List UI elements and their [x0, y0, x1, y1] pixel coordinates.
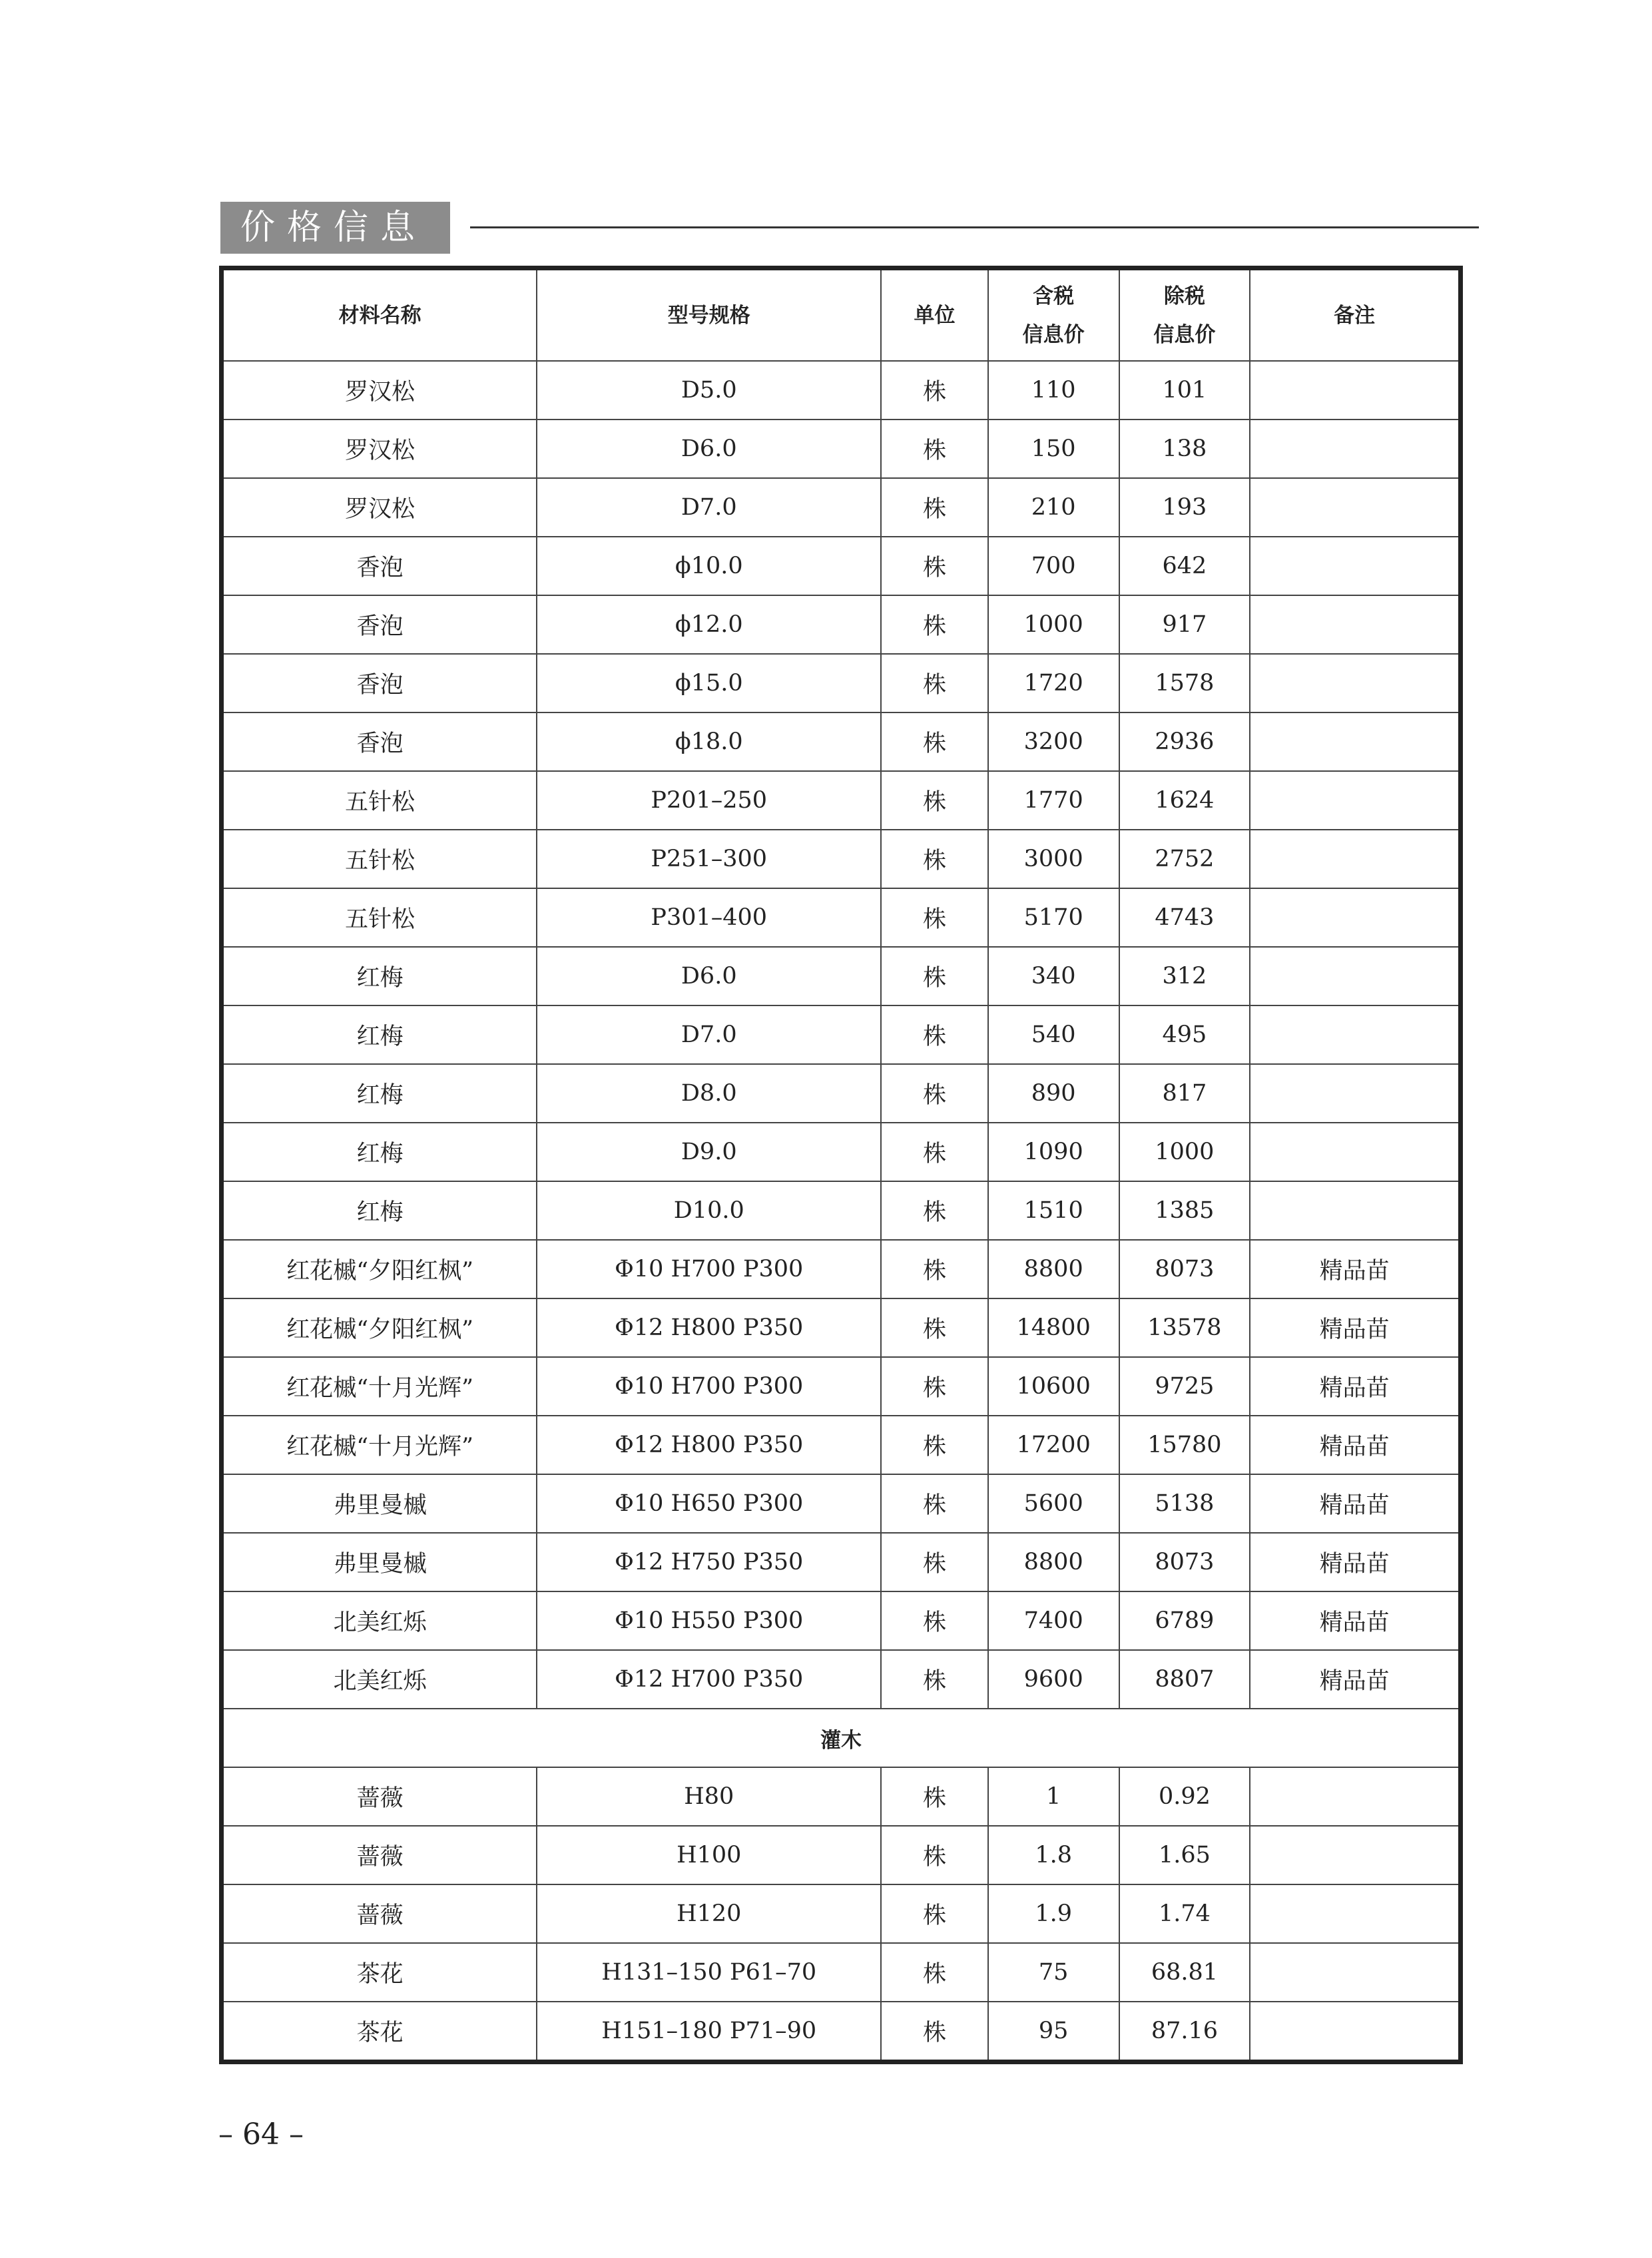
table-row: [222, 712, 1461, 771]
cell-spec: Φ12 H750 P350: [537, 1533, 881, 1591]
cell-note: [1250, 595, 1460, 654]
table-body-group2: [222, 1767, 1461, 2062]
cell-spec: Φ10 H700 P300: [537, 1240, 881, 1298]
cell-tax-included: 700: [988, 537, 1119, 595]
cell-note: 精品苗: [1250, 1650, 1460, 1709]
cell-tax-included: 7400: [988, 1591, 1119, 1650]
cell-name: 香泡: [222, 712, 537, 771]
cell-spec: D7.0: [537, 1005, 881, 1064]
cell-tax-included: 210: [988, 478, 1119, 537]
cell-note: 精品苗: [1250, 1533, 1460, 1591]
cell-note: 精品苗: [1250, 1357, 1460, 1416]
cell-name: 罗汉松: [222, 478, 537, 537]
header-spec: 型号规格: [537, 268, 881, 362]
cell-name: 弗里曼槭: [222, 1533, 537, 1591]
table-row: [222, 1767, 1461, 1826]
cell-name: 红花槭“十月光辉”: [222, 1416, 537, 1474]
cell-tax-included: 3000: [988, 830, 1119, 888]
cell-tax-excluded: 5138: [1119, 1474, 1250, 1533]
cell-note: 精品苗: [1250, 1591, 1460, 1650]
table-row: [222, 888, 1461, 947]
cell-spec: ϕ12.0: [537, 595, 881, 654]
cell-tax-included: 1.8: [988, 1826, 1119, 1884]
table-body-group1: [222, 361, 1461, 1709]
cell-note: [1250, 478, 1460, 537]
cell-tax-included: 1770: [988, 771, 1119, 830]
cell-name: 茶花: [222, 2002, 537, 2062]
cell-tax-included: 3200: [988, 712, 1119, 771]
cell-tax-included: 1090: [988, 1123, 1119, 1181]
cell-tax-excluded: 101: [1119, 361, 1250, 420]
cell-tax-included: 110: [988, 361, 1119, 420]
cell-tax-excluded: 2752: [1119, 830, 1250, 888]
cell-name: 罗汉松: [222, 361, 537, 420]
cell-spec: ϕ18.0: [537, 712, 881, 771]
cell-tax-included: 95: [988, 2002, 1119, 2062]
cell-unit: 株: [881, 830, 988, 888]
cell-spec: D10.0: [537, 1181, 881, 1240]
cell-name: 香泡: [222, 654, 537, 712]
cell-tax-included: 1720: [988, 654, 1119, 712]
header-note: 备注: [1250, 268, 1460, 362]
cell-tax-included: 1.9: [988, 1884, 1119, 1943]
cell-spec: D7.0: [537, 478, 881, 537]
cell-note: 精品苗: [1250, 1298, 1460, 1357]
cell-unit: 株: [881, 1943, 988, 2002]
table-row: [222, 947, 1461, 1005]
section-header: [220, 202, 1479, 254]
cell-name: 五针松: [222, 830, 537, 888]
cell-note: [1250, 1884, 1460, 1943]
cell-tax-excluded: 1624: [1119, 771, 1250, 830]
table-row: [222, 1943, 1461, 2002]
cell-note: [1250, 1005, 1460, 1064]
price-table: [219, 266, 1463, 2064]
cell-name: 北美红烁: [222, 1650, 537, 1709]
cell-note: [1250, 830, 1460, 888]
cell-note: [1250, 1064, 1460, 1123]
cell-tax-included: 5600: [988, 1474, 1119, 1533]
cell-spec: Φ12 H800 P350: [537, 1416, 881, 1474]
cell-tax-excluded: 0.92: [1119, 1767, 1250, 1826]
cell-name: 红梅: [222, 1005, 537, 1064]
cell-note: 精品苗: [1250, 1416, 1460, 1474]
cell-spec: H80: [537, 1767, 881, 1826]
cell-tax-excluded: 9725: [1119, 1357, 1250, 1416]
header-tax-excluded-line1: 除税: [1163, 284, 1205, 308]
cell-name: 红花槭“十月光辉”: [222, 1357, 537, 1416]
table-row: [222, 771, 1461, 830]
table-row: [222, 654, 1461, 712]
cell-tax-included: 8800: [988, 1240, 1119, 1298]
table-row: [222, 1240, 1461, 1298]
cell-spec: ϕ10.0: [537, 537, 881, 595]
cell-spec: P201–250: [537, 771, 881, 830]
cell-name: 红梅: [222, 1181, 537, 1240]
table-row: [222, 1474, 1461, 1533]
cell-note: [1250, 712, 1460, 771]
cell-name: 北美红烁: [222, 1591, 537, 1650]
cell-unit: 株: [881, 1884, 988, 1943]
header-tax-excluded-price: [1119, 268, 1250, 362]
cell-name: 弗里曼槭: [222, 1474, 537, 1533]
cell-name: 五针松: [222, 771, 537, 830]
table-row: [222, 361, 1461, 420]
cell-note: [1250, 947, 1460, 1005]
cell-tax-excluded: 817: [1119, 1064, 1250, 1123]
cell-note: [1250, 1181, 1460, 1240]
cell-unit: 株: [881, 1123, 988, 1181]
cell-spec: H120: [537, 1884, 881, 1943]
cell-tax-excluded: 495: [1119, 1005, 1250, 1064]
cell-unit: 株: [881, 537, 988, 595]
cell-tax-excluded: 6789: [1119, 1591, 1250, 1650]
cell-tax-included: 540: [988, 1005, 1119, 1064]
cell-tax-excluded: 1385: [1119, 1181, 1250, 1240]
cell-name: 五针松: [222, 888, 537, 947]
table-row: [222, 1416, 1461, 1474]
cell-tax-included: 17200: [988, 1416, 1119, 1474]
cell-unit: 株: [881, 1064, 988, 1123]
cell-tax-included: 14800: [988, 1298, 1119, 1357]
header-material-name: 材料名称: [222, 268, 537, 362]
cell-tax-included: 1510: [988, 1181, 1119, 1240]
table-row: [222, 1005, 1461, 1064]
cell-spec: Φ12 H800 P350: [537, 1298, 881, 1357]
cell-tax-included: 1000: [988, 595, 1119, 654]
table-row: [222, 1591, 1461, 1650]
cell-note: [1250, 420, 1460, 478]
category-label: 灌木: [222, 1709, 1461, 1767]
cell-note: [1250, 537, 1460, 595]
table-row: [222, 830, 1461, 888]
cell-note: [1250, 1826, 1460, 1884]
cell-tax-excluded: 68.81: [1119, 1943, 1250, 2002]
cell-unit: 株: [881, 1181, 988, 1240]
cell-tax-included: 10600: [988, 1357, 1119, 1416]
cell-tax-excluded: 1578: [1119, 654, 1250, 712]
cell-name: 茶花: [222, 1943, 537, 2002]
cell-tax-excluded: 1.65: [1119, 1826, 1250, 1884]
cell-note: [1250, 1943, 1460, 2002]
table-row: [222, 1298, 1461, 1357]
cell-spec: Φ12 H700 P350: [537, 1650, 881, 1709]
cell-unit: 株: [881, 947, 988, 1005]
cell-spec: D6.0: [537, 947, 881, 1005]
header-tax-excluded-line2: 信息价: [1153, 322, 1216, 347]
cell-unit: 株: [881, 1298, 988, 1357]
table-row: [222, 1064, 1461, 1123]
cell-note: [1250, 654, 1460, 712]
cell-spec: P251–300: [537, 830, 881, 888]
cell-spec: Φ10 H550 P300: [537, 1591, 881, 1650]
cell-spec: D9.0: [537, 1123, 881, 1181]
cell-tax-excluded: 138: [1119, 420, 1250, 478]
cell-tax-excluded: 8073: [1119, 1240, 1250, 1298]
header-tax-included-line1: 含税: [1033, 284, 1075, 308]
table-row: [222, 1357, 1461, 1416]
cell-tax-included: 890: [988, 1064, 1119, 1123]
cell-tax-included: 150: [988, 420, 1119, 478]
cell-name: 香泡: [222, 595, 537, 654]
table-row: [222, 420, 1461, 478]
cell-spec: H100: [537, 1826, 881, 1884]
table-header-row: [222, 268, 1461, 362]
cell-note: 精品苗: [1250, 1474, 1460, 1533]
cell-spec: P301–400: [537, 888, 881, 947]
page-number: – 64 –: [218, 2117, 304, 2151]
cell-unit: 株: [881, 1767, 988, 1826]
table-row: [222, 1533, 1461, 1591]
table-row: [222, 1826, 1461, 1884]
cell-tax-excluded: 87.16: [1119, 2002, 1250, 2062]
cell-name: 红花槭“夕阳红枫”: [222, 1298, 537, 1357]
cell-name: 罗汉松: [222, 420, 537, 478]
cell-tax-excluded: 4743: [1119, 888, 1250, 947]
cell-tax-included: 1: [988, 1767, 1119, 1826]
cell-tax-excluded: 13578: [1119, 1298, 1250, 1357]
cell-unit: 株: [881, 712, 988, 771]
cell-unit: 株: [881, 771, 988, 830]
cell-unit: 株: [881, 595, 988, 654]
cell-name: 香泡: [222, 537, 537, 595]
table-row: [222, 1884, 1461, 1943]
cell-tax-included: 8800: [988, 1533, 1119, 1591]
cell-note: [1250, 2002, 1460, 2062]
cell-note: [1250, 888, 1460, 947]
table-row: [222, 1123, 1461, 1181]
table-row: [222, 2002, 1461, 2062]
cell-spec: H131–150 P61–70: [537, 1943, 881, 2002]
header-divider: [470, 226, 1479, 228]
cell-tax-excluded: 8073: [1119, 1533, 1250, 1591]
cell-tax-excluded: 917: [1119, 595, 1250, 654]
cell-spec: H151–180 P71–90: [537, 2002, 881, 2062]
cell-unit: 株: [881, 1533, 988, 1591]
cell-note: 精品苗: [1250, 1240, 1460, 1298]
cell-spec: D6.0: [537, 420, 881, 478]
cell-tax-excluded: 15780: [1119, 1416, 1250, 1474]
cell-unit: 株: [881, 1416, 988, 1474]
header-tax-included-line2: 信息价: [1022, 322, 1085, 347]
cell-note: [1250, 771, 1460, 830]
cell-spec: D5.0: [537, 361, 881, 420]
cell-unit: 株: [881, 2002, 988, 2062]
cell-unit: 株: [881, 1591, 988, 1650]
section-title: 价格信息: [220, 202, 450, 254]
table-row: [222, 537, 1461, 595]
cell-unit: 株: [881, 361, 988, 420]
cell-note: [1250, 1123, 1460, 1181]
table-row: [222, 1181, 1461, 1240]
cell-name: 红梅: [222, 1064, 537, 1123]
cell-tax-excluded: 8807: [1119, 1650, 1250, 1709]
cell-name: 蔷薇: [222, 1826, 537, 1884]
cell-name: 红花槭“夕阳红枫”: [222, 1240, 537, 1298]
cell-tax-included: 5170: [988, 888, 1119, 947]
cell-note: [1250, 1767, 1460, 1826]
cell-note: [1250, 361, 1460, 420]
cell-unit: 株: [881, 1650, 988, 1709]
cell-unit: 株: [881, 1474, 988, 1533]
cell-unit: 株: [881, 654, 988, 712]
cell-name: 红梅: [222, 947, 537, 1005]
header-unit: 单位: [881, 268, 988, 362]
table-body-category: [222, 1709, 1461, 1767]
cell-name: 红梅: [222, 1123, 537, 1181]
cell-tax-excluded: 193: [1119, 478, 1250, 537]
table-row: [222, 1650, 1461, 1709]
table-row: [222, 595, 1461, 654]
cell-unit: 株: [881, 1826, 988, 1884]
header-tax-included-price: [988, 268, 1119, 362]
cell-unit: 株: [881, 1005, 988, 1064]
cell-tax-excluded: 1.74: [1119, 1884, 1250, 1943]
cell-tax-excluded: 642: [1119, 537, 1250, 595]
cell-spec: D8.0: [537, 1064, 881, 1123]
cell-name: 蔷薇: [222, 1884, 537, 1943]
cell-tax-excluded: 2936: [1119, 712, 1250, 771]
cell-name: 蔷薇: [222, 1767, 537, 1826]
cell-tax-included: 75: [988, 1943, 1119, 2002]
table-row: [222, 478, 1461, 537]
cell-spec: Φ10 H700 P300: [537, 1357, 881, 1416]
cell-spec: Φ10 H650 P300: [537, 1474, 881, 1533]
cell-unit: 株: [881, 1357, 988, 1416]
cell-unit: 株: [881, 1240, 988, 1298]
cell-unit: 株: [881, 888, 988, 947]
cell-tax-excluded: 1000: [1119, 1123, 1250, 1181]
cell-tax-included: 340: [988, 947, 1119, 1005]
cell-unit: 株: [881, 420, 988, 478]
category-row: [222, 1709, 1461, 1767]
cell-tax-included: 9600: [988, 1650, 1119, 1709]
cell-spec: ϕ15.0: [537, 654, 881, 712]
cell-tax-excluded: 312: [1119, 947, 1250, 1005]
cell-unit: 株: [881, 478, 988, 537]
